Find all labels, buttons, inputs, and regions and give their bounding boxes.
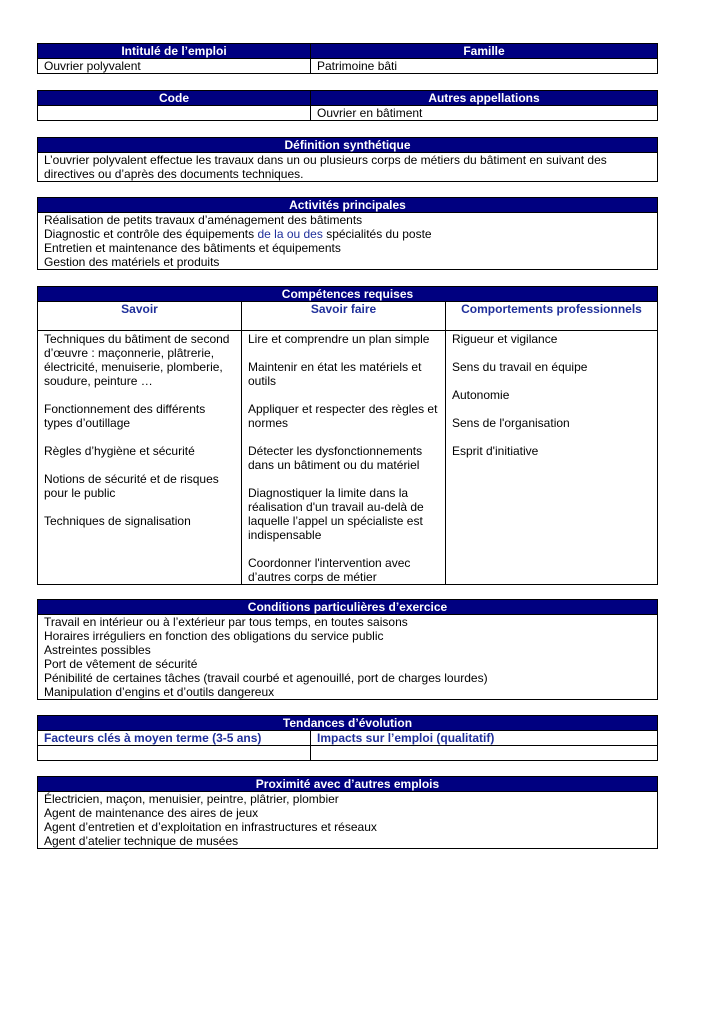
list-item: Maintenir en état les matériels et outils [248, 360, 422, 388]
list-item: Coordonner l'intervention avec d’autres corps de métier [248, 556, 411, 584]
activities-header: Activités principales [38, 198, 658, 213]
activities-list [38, 213, 658, 270]
list-item: Lire et comprendre un plan simple [248, 332, 430, 346]
list-item: Techniques du bâtiment de second d’œuvre : maçonnerie, plâtrerie, électricité, menuiserie, plomberie, soudure, peinture … [44, 332, 230, 388]
knowledge-header: Savoir [38, 302, 242, 331]
list-item: Sens de l'organisation [452, 416, 570, 430]
condition-item: Travail en intérieur ou à l’extérieur par tous temps, en toutes saisons [44, 615, 408, 629]
job-title-header: Intitulé de l’emploi [38, 44, 311, 59]
related-jobs-list [38, 792, 658, 849]
activity-item: Diagnostic et contrôle des équipements de la ou des spécialités du poste [44, 227, 432, 241]
activity-item: Gestion des matériels et produits [44, 255, 220, 269]
list-item: Sens du travail en équipe [452, 360, 588, 374]
behaviors-column [446, 331, 658, 585]
know-how-header: Savoir faire [242, 302, 446, 331]
knowledge-column [38, 331, 242, 585]
trends-section [37, 715, 658, 761]
related-jobs-header: Proximité avec d’autres emplois [38, 777, 658, 792]
condition-item: Astreintes possibles [44, 643, 151, 657]
other-names-header: Autres appellations [311, 91, 658, 106]
impacts-header: Impacts sur l’emploi (qualitatif) [311, 731, 658, 746]
condition-item: Port de vêtement de sécurité [44, 657, 198, 671]
other-names-value: Ouvrier en bâtiment [311, 106, 658, 121]
list-item: Autonomie [452, 388, 510, 402]
family-value: Patrimoine bâti [311, 59, 658, 74]
code-section [37, 90, 658, 121]
related-job-item: Agent de maintenance des aires de jeux [44, 806, 259, 820]
condition-item: Horaires irréguliers en fonction des obligations du service public [44, 629, 384, 643]
activity-item: Entretien et maintenance des bâtiments et équipements [44, 241, 341, 255]
list-item: Détecter les dysfonctionnements dans un bâtiment ou du matériel [248, 444, 423, 472]
related-job-item: Électricien, maçon, menuisier, peintre, plâtrier, plombier [44, 792, 339, 806]
related-job-item: Agent d’entretien et d’exploitation en infrastructures et réseaux [44, 820, 377, 834]
job-title-section [37, 43, 658, 74]
condition-item: Pénibilité de certaines tâches (travail courbé et agenouillé, port de charges lourdes) [44, 671, 488, 685]
list-item: Esprit d'initiative [452, 444, 539, 458]
skills-section [37, 286, 658, 585]
know-how-column [242, 331, 446, 585]
conditions-section [37, 599, 658, 700]
key-factors-header: Facteurs clés à moyen terme (3-5 ans) [38, 731, 311, 746]
trends-header: Tendances d’évolution [38, 716, 658, 731]
definition-text: L’ouvrier polyvalent effectue les travaux dans un ou plusieurs corps de métiers du bâtiment en suivant des directives ou d’après des documents techniques. [38, 153, 658, 182]
definition-header: Définition synthétique [38, 138, 658, 153]
conditions-list [38, 615, 658, 700]
list-item: Règles d’hygiène et sécurité [44, 444, 195, 458]
code-header: Code [38, 91, 311, 106]
activities-section [37, 197, 658, 270]
list-item: Fonctionnement des différents types d’outillage [44, 402, 206, 430]
key-factors-value [38, 746, 311, 761]
highlighted-text: de la ou des [257, 227, 323, 241]
definition-section [37, 137, 658, 182]
related-jobs-section [37, 776, 658, 849]
job-title-value: Ouvrier polyvalent [38, 59, 311, 74]
list-item: Rigueur et vigilance [452, 332, 558, 346]
impacts-value [311, 746, 658, 761]
skills-header: Compétences requises [38, 287, 658, 302]
list-item: Techniques de signalisation [44, 514, 191, 528]
list-item: Appliquer et respecter des règles et normes [248, 402, 438, 430]
list-item: Diagnostiquer la limite dans la réalisation d'un travail au-delà de laquelle l’appel un spécialiste est indispensable [248, 486, 424, 542]
list-item: Notions de sécurité et de risques pour le public [44, 472, 219, 500]
condition-item: Manipulation d’engins et d’outils dangereux [44, 685, 275, 699]
code-value [38, 106, 311, 121]
behaviors-header: Comportements professionnels [446, 302, 658, 331]
family-header: Famille [311, 44, 658, 59]
related-job-item: Agent d’atelier technique de musées [44, 834, 239, 848]
activity-item: Réalisation de petits travaux d’aménagement des bâtiments [44, 213, 363, 227]
conditions-header: Conditions particulières d’exercice [38, 600, 658, 615]
